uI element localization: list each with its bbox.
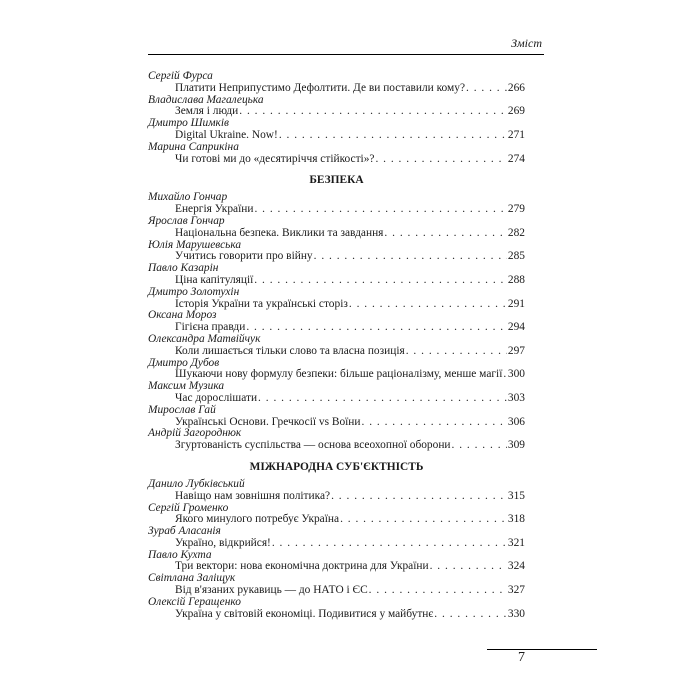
toc-entry[interactable] (148, 393, 525, 405)
toc-entry-title: Шукаючи нову формулу безпеки: більше раціоналізму, менше магії (175, 368, 503, 381)
dot-leader (452, 440, 507, 452)
toc-block-2 (148, 192, 525, 452)
toc-entry[interactable] (148, 228, 525, 240)
toc-entry[interactable] (148, 346, 525, 358)
dot-leader (466, 83, 507, 95)
toc-entry-page: 294 (507, 321, 525, 334)
toc-entry-title: Згуртованість суспільства — основа всеохопної оборони (175, 439, 451, 452)
toc-entry-title: Учитись говорити про війну (175, 250, 313, 263)
toc-author: Світлана Заліщук (148, 572, 236, 585)
footer-rule (487, 649, 597, 650)
toc-author: Андрій Загороднюк (148, 427, 242, 440)
toc-entry-title: Навіщо нам зовнішня політика? (175, 489, 331, 502)
toc-block-3 (148, 479, 525, 621)
dot-leader (331, 491, 507, 503)
section-heading-security: БЕЗПЕКА (309, 174, 364, 187)
dot-leader (279, 130, 507, 142)
toc-author: Данило Лубківський (148, 477, 245, 490)
toc-author: Дмитро Золотухін (148, 285, 240, 298)
toc-entry-title: Три вектори: нова економічна доктрина для України (175, 560, 429, 573)
toc-entry[interactable] (148, 275, 525, 287)
toc-entry-page: 274 (507, 152, 525, 165)
toc-entry-title: Енергія України (175, 203, 254, 216)
toc-entry[interactable] (148, 491, 525, 503)
toc-author: Сергій Громенко (148, 501, 229, 514)
running-header: Зміст (511, 36, 542, 50)
toc-author: Михайло Гончар (148, 191, 228, 204)
toc-author: Павло Кухта (148, 548, 212, 561)
dot-leader (258, 393, 507, 405)
toc-author: Павло Казарін (148, 262, 219, 275)
dot-leader (434, 609, 507, 621)
section-heading-international: МІЖНАРОДНА СУБ'ЄКТНІСТЬ (249, 460, 424, 473)
toc-entry-page: 285 (507, 250, 525, 263)
toc-author: Зураб Аласанія (148, 525, 221, 538)
dot-leader (384, 228, 506, 240)
dot-leader (375, 154, 506, 166)
toc-block-1 (148, 71, 525, 165)
toc-entry-title: Історія України та українські сторіз (175, 297, 348, 310)
toc-entry-title: Україна у світовій економіці. Подивитися у майбутнє (175, 607, 434, 620)
dot-leader (430, 561, 507, 573)
dot-leader (340, 514, 507, 526)
toc-entry-title: Від в'язаних рукавиць — до НАТО і ЄС (175, 584, 368, 597)
toc-entry-page: 321 (507, 536, 525, 549)
toc-entry-page: 303 (507, 391, 525, 404)
page-number: 7 (518, 650, 525, 665)
dot-leader (362, 417, 507, 429)
toc-author: Олексій Геращенко (148, 595, 241, 608)
toc-entry-title: Якого минулого потребує Україна (175, 513, 340, 526)
toc-author: Дмитро Шимків (148, 117, 229, 130)
toc-author: Сергій Фурса (148, 70, 213, 82)
toc-entry-page: 324 (507, 560, 525, 573)
dot-leader (369, 585, 507, 597)
dot-leader (406, 346, 507, 358)
toc-entry-page: 309 (507, 439, 525, 452)
toc-entry[interactable] (148, 154, 525, 166)
toc-author: Оксана Мороз (148, 309, 217, 322)
toc-entry-page: 330 (507, 607, 525, 620)
dot-leader (314, 251, 507, 263)
toc-entry-page: 318 (507, 513, 525, 526)
dot-leader (246, 322, 507, 334)
toc-entry[interactable] (148, 538, 525, 550)
toc-entry-title: Платити Неприпустимо Дефолтити. Де ви поставили кому? (175, 81, 465, 94)
toc-entry[interactable] (148, 609, 525, 621)
dot-leader (254, 275, 507, 287)
toc-author: Олександра Матвійчук (148, 332, 261, 345)
toc-author: Юлія Марушевська (148, 238, 242, 251)
toc-entry-page: 266 (507, 81, 525, 94)
toc-author: Максим Музика (148, 380, 225, 393)
toc-entry[interactable] (148, 130, 525, 142)
dot-leader (254, 204, 506, 216)
toc-entry-page: 297 (507, 344, 525, 357)
dot-leader (239, 106, 507, 118)
toc-entry-page: 271 (507, 128, 525, 141)
toc-entry-title: Ціна капітуляції (175, 273, 254, 286)
toc-entry-title: Гігієна правди (175, 321, 246, 334)
table-of-contents (148, 71, 525, 620)
header-rule (148, 54, 544, 55)
toc-entry-title: Україно, відкрийся! (175, 536, 271, 549)
toc-entry-page: 279 (507, 203, 525, 216)
toc-entry-title: Національна безпека. Виклики та завдання (175, 226, 384, 239)
toc-author: Дмитро Дубов (148, 356, 220, 369)
toc-entry-page: 291 (507, 297, 525, 310)
toc-author: Ярослав Гончар (148, 214, 225, 227)
toc-entry-title: Коли лишається тільки слово та власна позиція (175, 344, 405, 357)
toc-author: Марина Саприкіна (148, 140, 239, 153)
toc-author: Мирослав Гай (148, 403, 216, 416)
toc-entry-page: 306 (507, 415, 525, 428)
toc-entry-page: 315 (507, 489, 525, 502)
toc-entry-page: 269 (507, 105, 525, 118)
toc-entry-title: Українські Основи. Гречкосії vs Воїни (175, 415, 361, 428)
toc-entry-title: Digital Ukraine. Now! (175, 128, 278, 141)
toc-entry[interactable] (148, 440, 525, 452)
dot-leader (349, 299, 507, 311)
toc-entry[interactable] (148, 83, 525, 95)
toc-author: Владислава Магалецька (148, 93, 264, 106)
toc-entry-title: Земля і люди (175, 105, 239, 118)
toc-entry-title: Чи готові ми до «десятиріччя стійкості»? (175, 152, 375, 165)
toc-entry-title: Час дорослішати (175, 391, 258, 404)
toc-entry-page: 282 (507, 226, 525, 239)
dot-leader (272, 538, 507, 550)
toc-entry-page: 288 (507, 273, 525, 286)
dot-leader (503, 369, 507, 381)
toc-entry-page: 327 (507, 584, 525, 597)
toc-entry-page: 300 (507, 368, 525, 381)
